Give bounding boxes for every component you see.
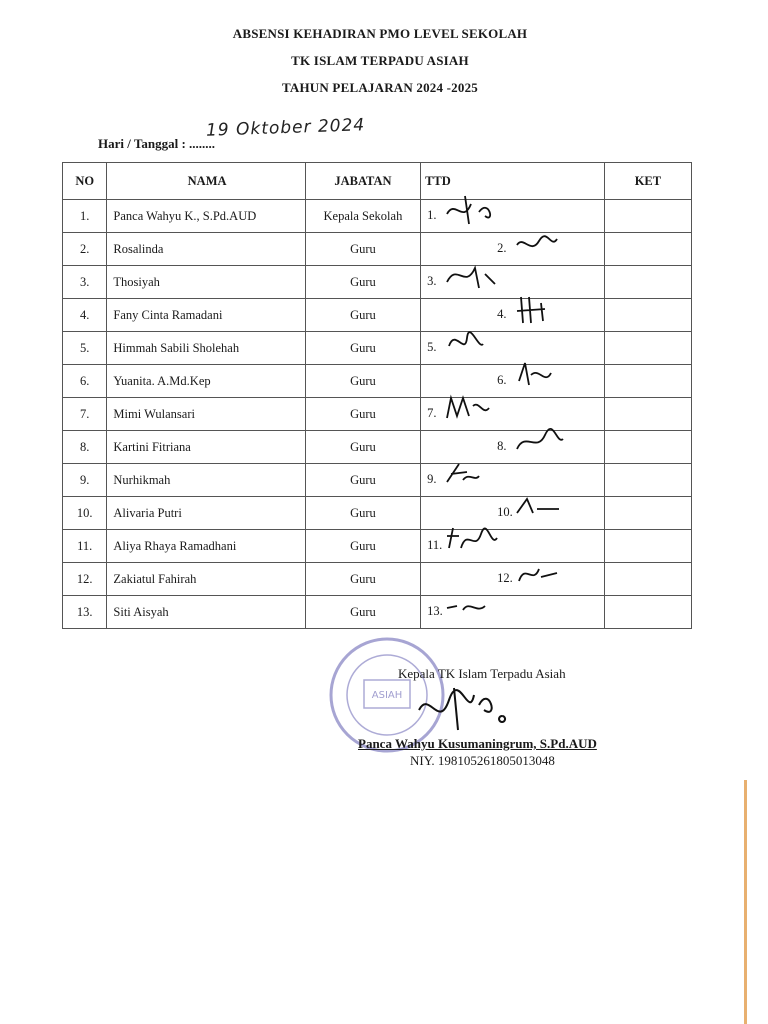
cell-ket xyxy=(604,563,691,596)
cell-ket xyxy=(604,596,691,629)
academic-year: TAHUN PELAJARAN 2024 -2025 xyxy=(282,80,478,95)
cell-nama: Siti Aisyah xyxy=(107,596,305,629)
cell-jabatan: Guru xyxy=(305,332,420,365)
cell-jabatan: Guru xyxy=(305,596,420,629)
ttd-number: 10. xyxy=(497,505,513,519)
col-header-nama: NAMA xyxy=(107,163,305,200)
cell-nama: Yuanita. A.Md.Kep xyxy=(107,365,305,398)
table-row xyxy=(63,365,692,398)
table-row xyxy=(63,332,692,365)
cell-ttd xyxy=(421,266,605,299)
table-row xyxy=(63,233,692,266)
cell-ttd xyxy=(421,464,605,497)
table-row xyxy=(63,200,692,233)
table-row xyxy=(63,563,692,596)
doc-title: ABSENSI KEHADIRAN PMO LEVEL SEKOLAH xyxy=(232,26,528,41)
cell-ket xyxy=(604,497,691,530)
cell-ket xyxy=(604,200,691,233)
cell-jabatan: Guru xyxy=(305,431,420,464)
cell-jabatan: Guru xyxy=(305,233,420,266)
date-label: Hari / Tanggal : ........ xyxy=(98,136,216,151)
ttd-number: 2. xyxy=(497,241,507,255)
signature xyxy=(445,260,505,296)
cell-nama: Thosiyah xyxy=(107,266,305,299)
signature xyxy=(445,194,505,230)
cell-ket xyxy=(604,332,691,365)
cell-ket xyxy=(604,365,691,398)
ttd-number: 8. xyxy=(497,439,507,453)
cell-ttd xyxy=(421,332,605,365)
cell-jabatan: Guru xyxy=(305,398,420,431)
table-row xyxy=(63,431,692,464)
headmaster-niy: NIY. 198105261805013048 xyxy=(410,753,555,768)
ttd-number: 9. xyxy=(427,472,437,486)
table-row xyxy=(63,464,692,497)
col-header-ket: KET xyxy=(604,163,691,200)
cell-ket xyxy=(604,530,691,563)
signature xyxy=(515,293,575,329)
cell-ket xyxy=(604,431,691,464)
cell-jabatan: Guru xyxy=(305,365,420,398)
signature xyxy=(515,359,575,395)
ttd-number: 6. xyxy=(497,373,507,387)
col-header-ttd: TTD xyxy=(421,163,605,200)
cell-ttd xyxy=(421,200,605,233)
cell-ttd xyxy=(421,398,605,431)
cell-no: 12. xyxy=(63,563,107,596)
cell-jabatan: Guru xyxy=(305,464,420,497)
table-row xyxy=(63,530,692,563)
signature xyxy=(445,458,505,494)
cell-nama: Rosalinda xyxy=(107,233,305,266)
cell-ket xyxy=(604,233,691,266)
cell-ket xyxy=(604,266,691,299)
table-row xyxy=(63,299,692,332)
cell-nama: Fany Cinta Ramadani xyxy=(107,299,305,332)
cell-no: 1. xyxy=(63,200,107,233)
cell-no: 8. xyxy=(63,431,107,464)
cell-no: 11. xyxy=(63,530,107,563)
cell-ket xyxy=(604,464,691,497)
table-row xyxy=(63,266,692,299)
cell-nama: Zakiatul Fahirah xyxy=(107,563,305,596)
ttd-number: 13. xyxy=(427,604,443,618)
cell-jabatan: Guru xyxy=(305,299,420,332)
cell-ttd xyxy=(421,596,605,629)
headmaster-signature xyxy=(414,680,514,734)
cell-nama: Alivaria Putri xyxy=(107,497,305,530)
cell-nama: Mimi Wulansari xyxy=(107,398,305,431)
cell-nama: Panca Wahyu K., S.Pd.AUD xyxy=(107,200,305,233)
signature xyxy=(445,524,505,560)
cell-no: 3. xyxy=(63,266,107,299)
cell-no: 9. xyxy=(63,464,107,497)
ttd-number: 12. xyxy=(497,571,513,585)
cell-jabatan: Kepala Sekolah xyxy=(305,200,420,233)
cell-no: 10. xyxy=(63,497,107,530)
cell-no: 4. xyxy=(63,299,107,332)
cell-no: 2. xyxy=(63,233,107,266)
signature xyxy=(515,557,575,593)
signature xyxy=(515,227,575,263)
svg-text:ASIAH: ASIAH xyxy=(371,690,403,701)
cell-ket xyxy=(604,398,691,431)
handwritten-date: 19 Oktober 2024 xyxy=(205,115,366,141)
signature xyxy=(515,425,575,461)
col-header-jabatan: JABATAN xyxy=(305,163,420,200)
ttd-number: 1. xyxy=(427,208,437,222)
headmaster-name: Panca Wahyu Kusumaningrum, S.Pd.AUD xyxy=(358,736,597,751)
cell-no: 5. xyxy=(63,332,107,365)
table-row xyxy=(63,497,692,530)
ttd-number: 3. xyxy=(427,274,437,288)
scan-edge-strip xyxy=(744,780,747,1024)
table-header-row xyxy=(63,163,692,200)
cell-jabatan: Guru xyxy=(305,530,420,563)
cell-nama: Himmah Sabili Sholehah xyxy=(107,332,305,365)
ttd-number: 4. xyxy=(497,307,507,321)
cell-no: 13. xyxy=(63,596,107,629)
cell-jabatan: Guru xyxy=(305,563,420,596)
ttd-number: 7. xyxy=(427,406,437,420)
cell-jabatan: Guru xyxy=(305,266,420,299)
signature xyxy=(445,392,505,428)
attendance-table xyxy=(62,162,692,629)
cell-ket xyxy=(604,299,691,332)
headmaster-title: Kepala TK Islam Terpadu Asiah xyxy=(398,666,566,681)
table-row xyxy=(63,398,692,431)
school-name: TK ISLAM TERPADU ASIAH xyxy=(291,53,469,68)
col-header-no: NO xyxy=(63,163,107,200)
signature xyxy=(445,326,505,362)
cell-nama: Kartini Fitriana xyxy=(107,431,305,464)
cell-nama: Nurhikmah xyxy=(107,464,305,497)
ttd-number: 11. xyxy=(427,538,443,552)
ttd-number: 5. xyxy=(427,340,437,354)
signature xyxy=(515,491,575,527)
cell-nama: Aliya Rhaya Ramadhani xyxy=(107,530,305,563)
cell-no: 7. xyxy=(63,398,107,431)
cell-ttd xyxy=(421,530,605,563)
cell-jabatan: Guru xyxy=(305,497,420,530)
signature xyxy=(445,590,505,626)
table-row xyxy=(63,596,692,629)
cell-no: 6. xyxy=(63,365,107,398)
